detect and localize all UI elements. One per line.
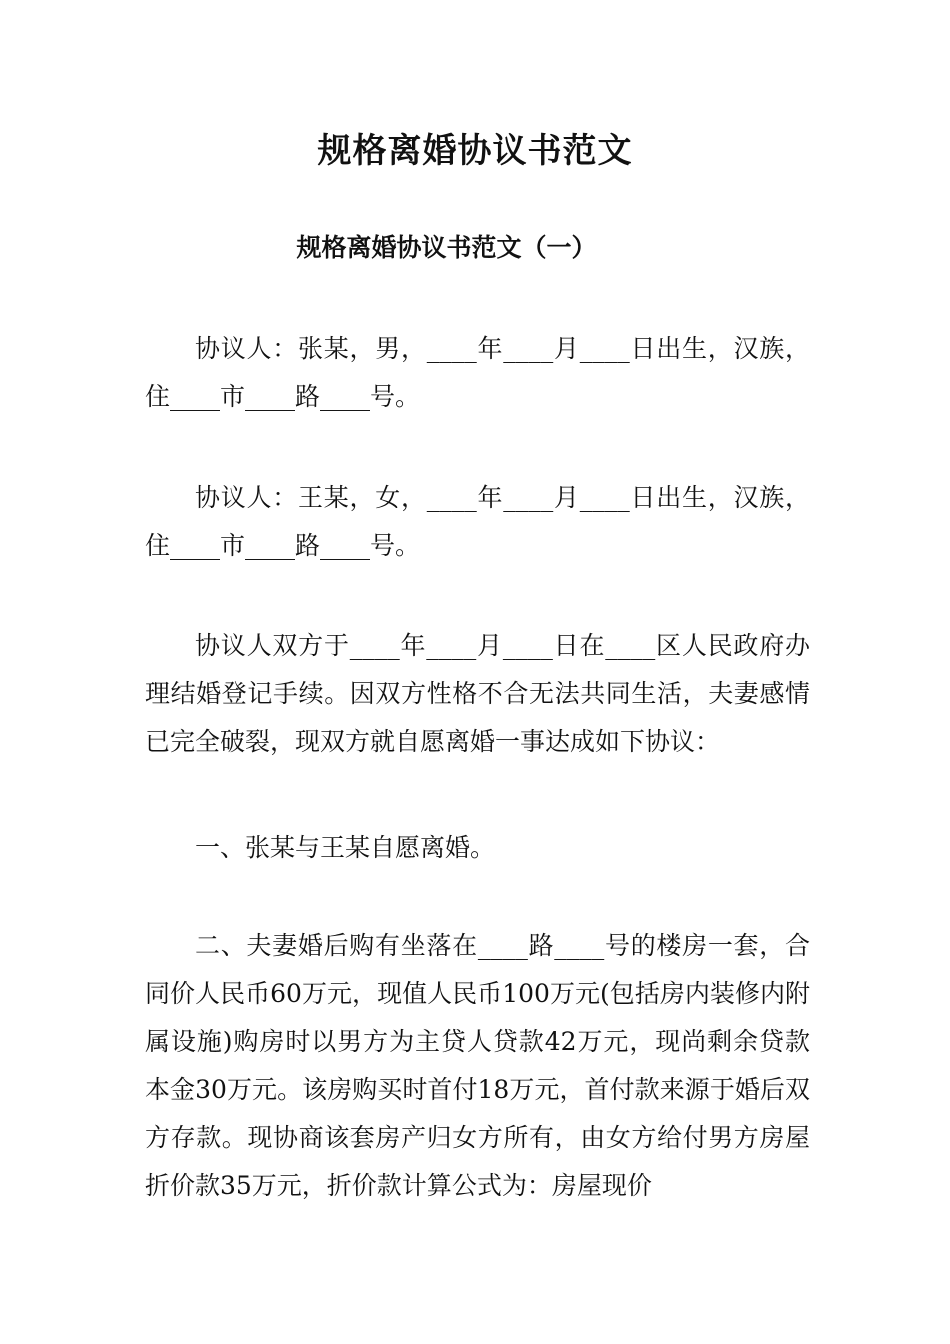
paragraph-clause-2: 二、夫妻婚后购有坐落在____路____号的楼房一套，合同价人民币60万元，现值人民币100万元(包括房内装修内附属设施)购房时以男方为主贷人贷款42万元，现尚剩余贷款本金30万元。该房购买时首付18万元，首付款来源于婚后双方存款。现协商该套房产归女方所有，由女方给付男方房屋折价款35万元，折价款计算公式为：房屋现价 <box>145 931 810 1200</box>
paragraph-clause-1: 一、张某与王某自愿离婚。 <box>195 833 496 862</box>
document-subtitle: 规格离婚协议书范文（一） <box>296 233 597 262</box>
paragraph-party-male: 协议人：张某，男，____年____月____日出生，汉族，住____市____路____号。 <box>145 334 810 411</box>
paragraph-party-female: 协议人：王某，女，____年____月____日出生，汉族，住____市____路____号。 <box>145 483 810 560</box>
paragraph-marriage-background: 协议人双方于____年____月____日在____区人民政府办理结婚登记手续。因双方性格不合无法共同生活，夫妻感情已完全破裂，现双方就自愿离婚一事达成如下协议： <box>145 631 810 756</box>
document-title: 规格离婚协议书范文 <box>317 131 633 171</box>
